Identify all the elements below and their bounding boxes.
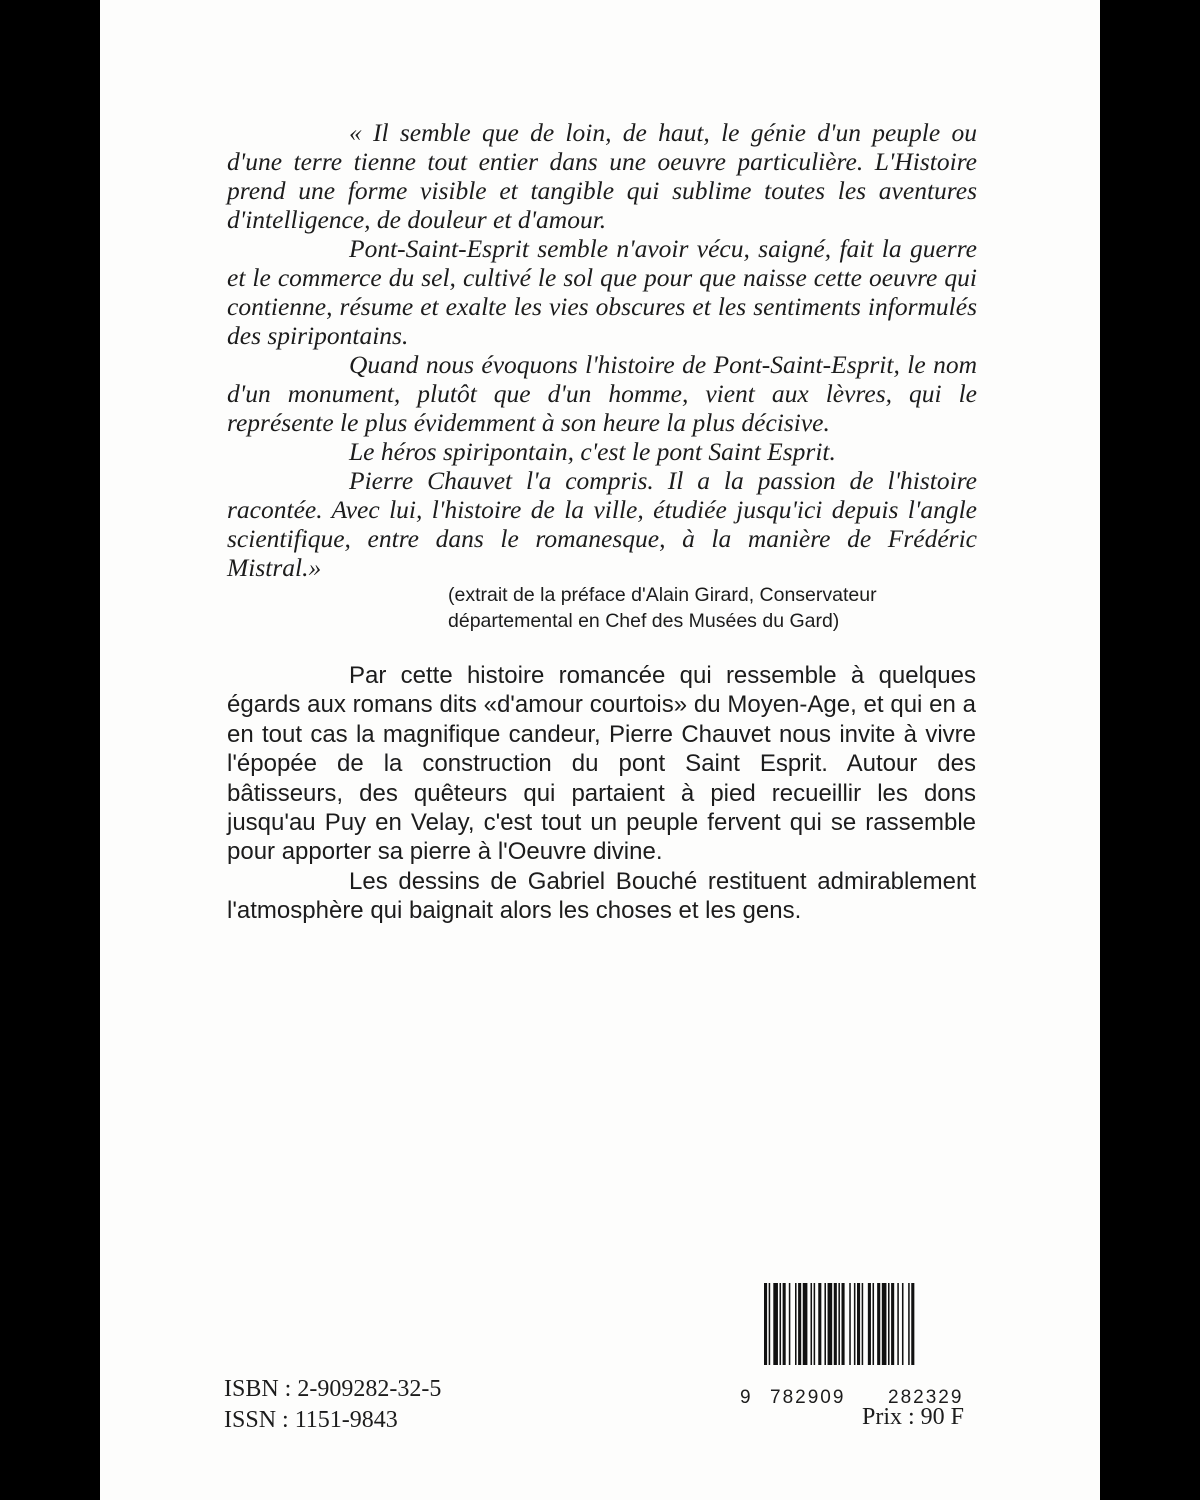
barcode-digit-group: 782909 bbox=[770, 1387, 846, 1408]
barcode-bar bbox=[764, 1283, 767, 1365]
barcode bbox=[762, 1283, 978, 1365]
summary-paragraph: Les dessins de Gabriel Bouché restituent admirablement l'atmosphère qui baignait alors les choses et les gens. bbox=[227, 867, 976, 925]
barcode-bar bbox=[854, 1283, 856, 1365]
barcode-bar bbox=[811, 1283, 813, 1365]
barcode-bar bbox=[908, 1283, 910, 1365]
summary-paragraph: Par cette histoire romancée qui ressemble à quelques égards aux romans dits «d'amour courtois» du Moyen-Age, et qui en a en tout cas la magnifique candeur, Pierre Chauvet nous invite à vivre l'épopée de la construction du pont Saint Esprit. Autour des bâtisseurs, des quêteurs qui partaient à pied recueillir les dons jusqu'au Puy en Velay, c'est tout un peuple fervent qui se rassemble pour apporter sa pierre à l'Oeuvre divine. bbox=[227, 662, 976, 866]
barcode-bar bbox=[814, 1283, 816, 1365]
barcode-bar bbox=[795, 1283, 797, 1365]
quote-paragraph: « Il semble que de loin, de haut, le génie d'un peuple ou d'une terre tienne tout entier dans une oeuvre particulière. L'Histoire prend une forme visible et tangible qui sublime toutes les aventures d'intelligence, de douleur et d'amour. bbox=[227, 118, 977, 234]
barcode-bar bbox=[868, 1283, 871, 1365]
publication-identifiers bbox=[224, 1374, 441, 1436]
barcode-bar bbox=[834, 1283, 837, 1365]
barcode-bar bbox=[873, 1283, 875, 1365]
quote-paragraph: Pont-Saint-Esprit semble n'avoir vécu, saigné, fait la guerre et le commerce du sel, cultivé le sol que pour que naisse cette oeuvre qui contienne, résume et exalte les vies obscures et les sentiments informulés des spiripontains. bbox=[227, 234, 977, 350]
issn-number: ISSN : 1151-9843 bbox=[224, 1407, 398, 1433]
barcode-bar bbox=[818, 1283, 821, 1365]
barcode-bar bbox=[842, 1283, 845, 1365]
barcode-bar bbox=[877, 1283, 880, 1365]
quote-citation bbox=[448, 582, 968, 634]
barcode-digit-lead: 9 bbox=[740, 1387, 753, 1408]
barcode-bar bbox=[803, 1283, 808, 1365]
barcode-bar bbox=[838, 1283, 840, 1365]
barcode-bar bbox=[902, 1283, 904, 1365]
barcode-bar bbox=[773, 1283, 778, 1365]
barcode-bar bbox=[857, 1283, 860, 1365]
barcode-bar bbox=[897, 1283, 899, 1365]
barcode-bar bbox=[849, 1283, 851, 1365]
book-summary bbox=[227, 661, 976, 926]
barcode-bar bbox=[769, 1283, 771, 1365]
quote-paragraph: Quand nous évoquons l'histoire de Pont-Saint-Esprit, le nom d'un monument, plutôt que d'un homme, vient aux lèvres, qui le représente le plus évidemment à son heure la plus décisive. bbox=[227, 350, 977, 437]
barcode-bar bbox=[862, 1283, 864, 1365]
barcode-bar bbox=[824, 1283, 826, 1365]
barcode-bar bbox=[780, 1283, 782, 1365]
barcode-bar bbox=[789, 1283, 791, 1365]
barcode-bar bbox=[798, 1283, 801, 1365]
barcode-bar bbox=[888, 1283, 890, 1365]
isbn-number: ISBN : 2-909282-32-5 bbox=[224, 1376, 442, 1402]
book-back-cover bbox=[100, 0, 1100, 1500]
quote-paragraph: Le héros spiripontain, c'est le pont Saint Esprit. bbox=[349, 437, 836, 466]
citation-line: (extrait de la préface d'Alain Girard, Conservateur bbox=[448, 584, 877, 606]
quote-paragraph: Pierre Chauvet l'a compris. Il a la passion de l'histoire racontée. Avec lui, l'histoire de la ville, étudiée jusqu'ici depuis l'angle scientifique, entre dans le romanesque, à la manière de Frédéric Mistral.» bbox=[227, 466, 977, 582]
barcode-bar bbox=[911, 1283, 914, 1365]
barcode-bar bbox=[891, 1283, 894, 1365]
citation-line: départemental en Chef des Musées du Gard) bbox=[448, 610, 840, 632]
barcode-digit-group: 282329 bbox=[888, 1387, 964, 1408]
preface-quote bbox=[227, 118, 977, 582]
barcode-bar bbox=[882, 1283, 887, 1365]
barcode-bar bbox=[828, 1283, 833, 1365]
barcode-bar bbox=[783, 1283, 786, 1365]
price-label: Prix : 90 F bbox=[862, 1404, 965, 1430]
